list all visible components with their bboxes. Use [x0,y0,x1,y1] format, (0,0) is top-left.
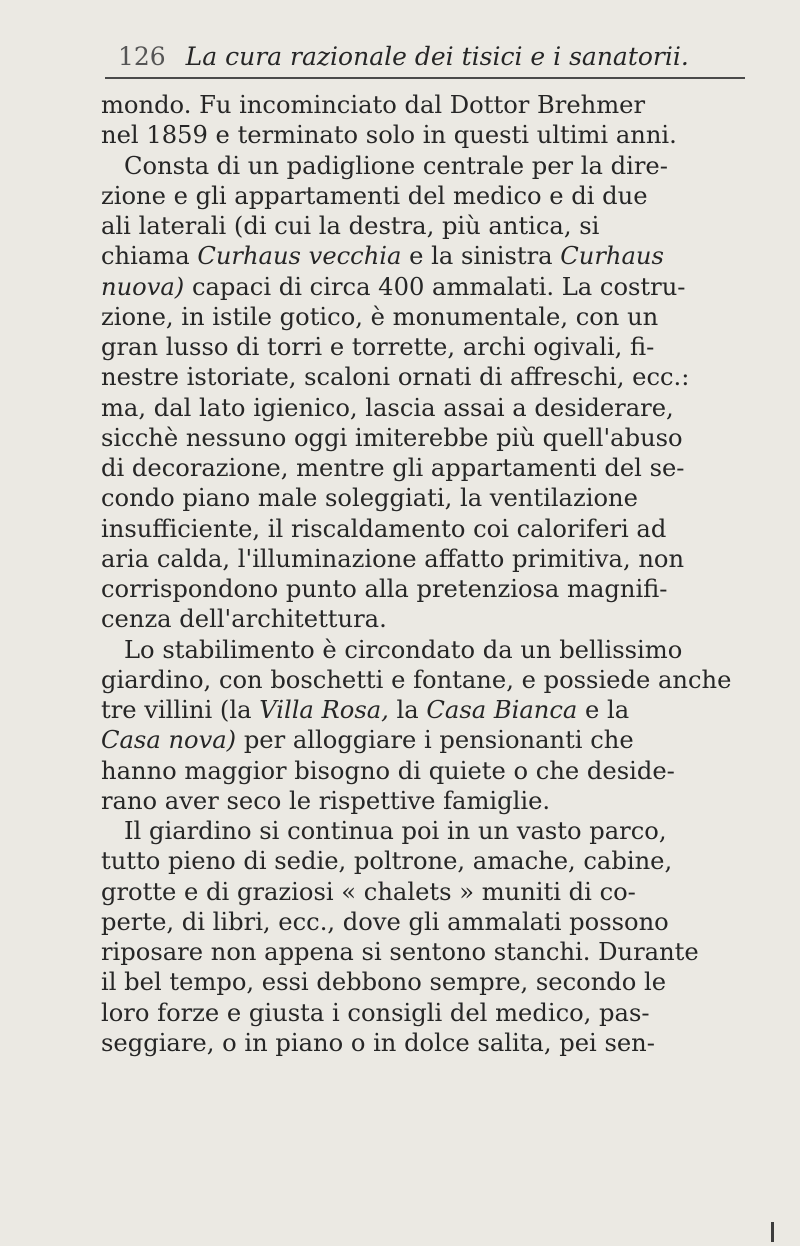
text-line [101,211,741,241]
text-run: loro forze e giusta i consigli del medico, pas- [101,998,650,1027]
text-run: e la sinistra [401,242,561,271]
italic-text: Villa Rosa, [259,696,389,724]
text-run: la [388,696,427,724]
text-run: tre villini (la [101,696,260,724]
header-rule [105,77,745,79]
italic-text: Casa Bianca [426,696,578,724]
text-run: zione e gli appartamenti del medico e di due [101,181,648,210]
text-line [101,937,741,967]
text-line [101,907,741,937]
italic-text: nuova) [101,272,185,301]
text-run: tutto pieno di sedie, poltrone, amache, cabine, [101,847,673,876]
text-line [101,877,741,907]
text-run: e la [577,696,630,724]
page-edge-mark [771,1222,774,1242]
text-run: mondo. Fu incominciato dal Dottor Brehmer [101,91,646,119]
text-line [101,241,741,271]
text-run: Il giardino si continua poi in un vasto parco, [124,817,667,845]
text-run: di decorazione, mentre gli appartamenti del se- [101,454,685,482]
text-line [101,574,741,604]
text-run: cenza dell'architettura. [101,605,387,634]
text-run: il bel tempo, essi debbono sempre, secondo le [101,968,667,997]
running-head [118,42,728,72]
text-run: Consta di un padiglione centrale per la dire- [124,151,668,180]
text-line [101,635,741,665]
text-line [101,665,741,695]
text-line [101,181,741,211]
running-title: La cura razionale dei tisici e i sanatorii. [185,42,689,71]
text-run: grotte e di graziosi « chalets » muniti di co- [101,877,636,906]
text-line [101,816,741,846]
text-run: condo piano male soleggiati, la ventilazione [101,484,638,513]
text-line [101,1028,741,1058]
text-line [101,514,741,544]
text-line [101,695,741,725]
text-line [101,483,741,513]
text-run: ali laterali (di cui la destra, più antica, si [101,212,600,240]
text-line [101,846,741,876]
page-number: 126 [118,42,166,71]
text-line [101,423,741,453]
text-run: seggiare, o in piano o in dolce salita, pei sen- [101,1028,655,1057]
text-line [101,756,741,786]
text-line [101,786,741,816]
text-line [101,90,741,120]
text-run: Lo stabilimento è circondato da un bellissimo [124,635,683,664]
text-line [101,453,741,483]
text-run: per alloggiare i pensionanti che [236,726,634,755]
text-run: sicchè nessuno oggi imiterebbe più quell'abuso [101,423,683,452]
text-run: corrispondono punto alla pretenziosa magnifi- [101,575,668,603]
text-run: insufficiente, il riscaldamento coi caloriferi ad [101,514,667,543]
text-run: perte, di libri, ecc., dove gli ammalati possono [101,907,669,936]
body-text [101,90,741,1058]
text-run: chiama [101,242,198,271]
text-line [101,120,741,150]
text-line [101,272,741,302]
italic-text: Casa nova) [101,726,237,755]
text-run: rano aver seco le rispettive famiglie. [101,786,551,815]
text-run: aria calda, l'illuminazione affatto primitiva, non [101,544,685,573]
text-line [101,332,741,362]
text-run: zione, in istile gotico, è monumentale, con un [101,302,659,331]
text-line [101,998,741,1028]
text-run: giardino, con boschetti e fontane, e possiede anche [101,665,732,694]
italic-text: Curhaus [560,242,664,271]
text-line [101,604,741,634]
text-line [101,725,741,755]
text-run: capaci di circa 400 ammalati. La costru- [184,272,686,301]
text-line [101,151,741,181]
text-line [101,544,741,574]
text-run: hanno maggior bisogno di quiete o che deside- [101,756,675,785]
text-line [101,302,741,332]
text-line [101,362,741,392]
text-run: riposare non appena si sentono stanchi. Durante [101,938,699,966]
italic-text: Curhaus vecchia [197,242,402,271]
text-run: nel 1859 e terminato solo in questi ultimi anni. [101,121,677,150]
text-run: ma, dal lato igienico, lascia assai a desiderare, [101,393,674,422]
text-run: nestre istoriate, scaloni ornati di affreschi, ecc.: [101,363,690,392]
text-line [101,967,741,997]
text-line [101,393,741,423]
text-run: gran lusso di torri e torrette, archi ogivali, fi- [101,333,655,361]
